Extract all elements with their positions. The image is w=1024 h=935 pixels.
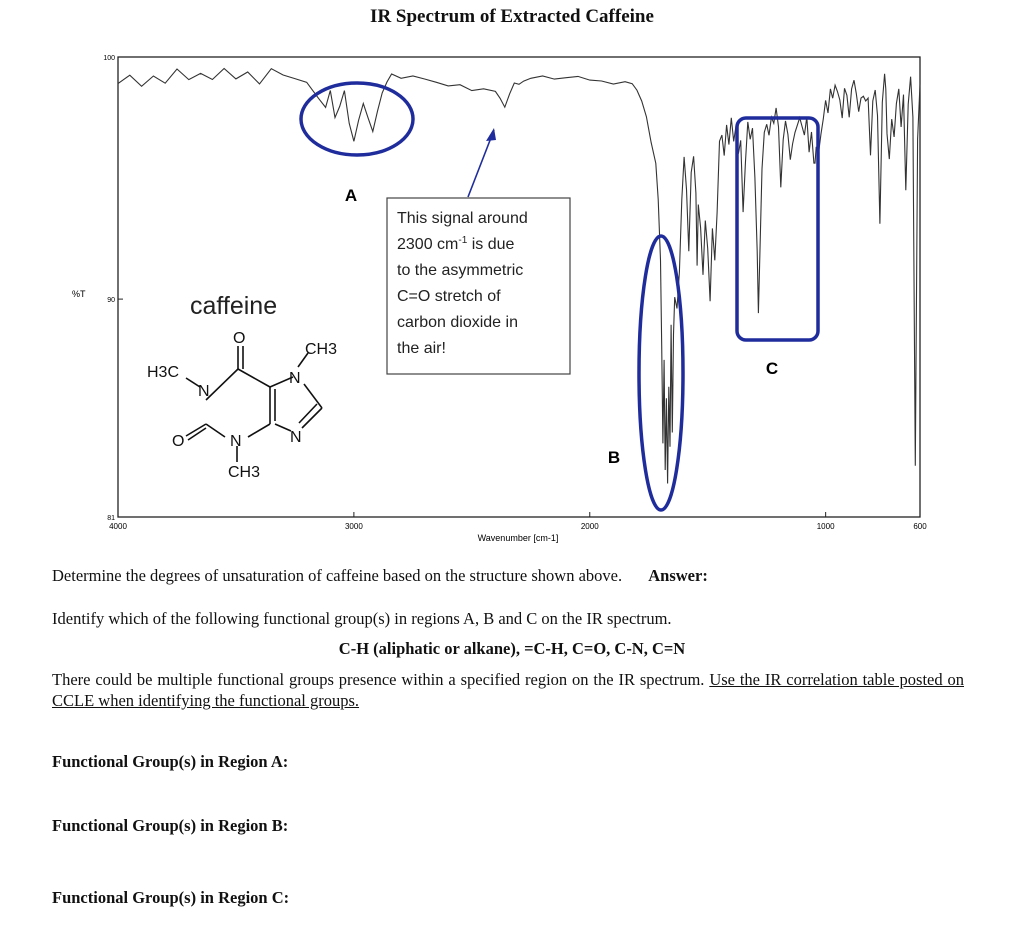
answer-label: Answer: bbox=[648, 566, 708, 585]
atom-n9: N bbox=[290, 429, 302, 446]
x-tick-label-600: 600 bbox=[913, 522, 927, 531]
caffeine-structure bbox=[186, 346, 322, 462]
atom-o-top: O bbox=[233, 330, 246, 347]
x-tick-label-3000: 3000 bbox=[344, 522, 363, 531]
y-tick-label-100: 100 bbox=[103, 55, 115, 62]
region-c-box bbox=[737, 118, 818, 340]
co2-note-text: This signal around 2300 $cm^{-1}$ is due to the asymmetric C=O stretch of carbon dioxide in the air! bbox=[397, 210, 528, 357]
instruction-note bbox=[52, 669, 964, 711]
y-axis-label: %T bbox=[72, 289, 86, 299]
region-c-label: C bbox=[765, 359, 779, 378]
y-tick-label-90: 90 bbox=[107, 297, 115, 305]
chart-title: IR Spectrum of Extracted Caffeine bbox=[370, 6, 654, 27]
atom-h3c: H3C bbox=[147, 364, 180, 381]
caffeine-label: caffeine bbox=[190, 292, 278, 320]
instruction-note-text: There could be multiple functional groups presence within a specified region on the IR spectrum. bbox=[52, 670, 705, 689]
region-a-label: A bbox=[344, 186, 358, 205]
functional-groups-list: C-H (aliphatic or alkane), =C-H, C=O, C-N, C=N bbox=[338, 639, 686, 658]
note-arrow-head bbox=[486, 128, 496, 141]
atom-n7: N bbox=[289, 370, 301, 387]
atom-ch3-top: CH3 bbox=[305, 341, 338, 358]
region-a-prompt: Functional Group(s) in Region A: bbox=[52, 752, 289, 771]
atom-o-left: O bbox=[172, 433, 185, 450]
question-unsaturation-text: Determine the degrees of unsaturation of caffeine based on the structure shown above. bbox=[52, 566, 623, 585]
region-b-prompt: Functional Group(s) in Region B: bbox=[52, 816, 289, 835]
question-identify: Identify which of the following functional group(s) in regions A, B and C on the IR spectrum. bbox=[52, 609, 672, 628]
x-axis-label: Wavenumber [cm-1] bbox=[477, 533, 559, 543]
question-unsaturation bbox=[52, 566, 708, 586]
y-tick-label-81: 81 bbox=[107, 515, 115, 522]
x-tick-label-1000: 1000 bbox=[816, 522, 835, 531]
x-tick-label-4000: 4000 bbox=[109, 522, 127, 531]
region-a-ellipse bbox=[301, 83, 413, 155]
atom-n3: N bbox=[230, 433, 242, 450]
atom-n1: N bbox=[198, 383, 210, 400]
region-c-prompt: Functional Group(s) in Region C: bbox=[52, 888, 290, 907]
x-tick-label-2000: 2000 bbox=[580, 522, 599, 531]
atom-ch3-bottom: CH3 bbox=[228, 464, 261, 481]
instruction-note-underlined: Use the IR correlation table posted on CCLE when identifying the functional groups. bbox=[52, 670, 964, 710]
region-b-label: B bbox=[607, 448, 621, 467]
